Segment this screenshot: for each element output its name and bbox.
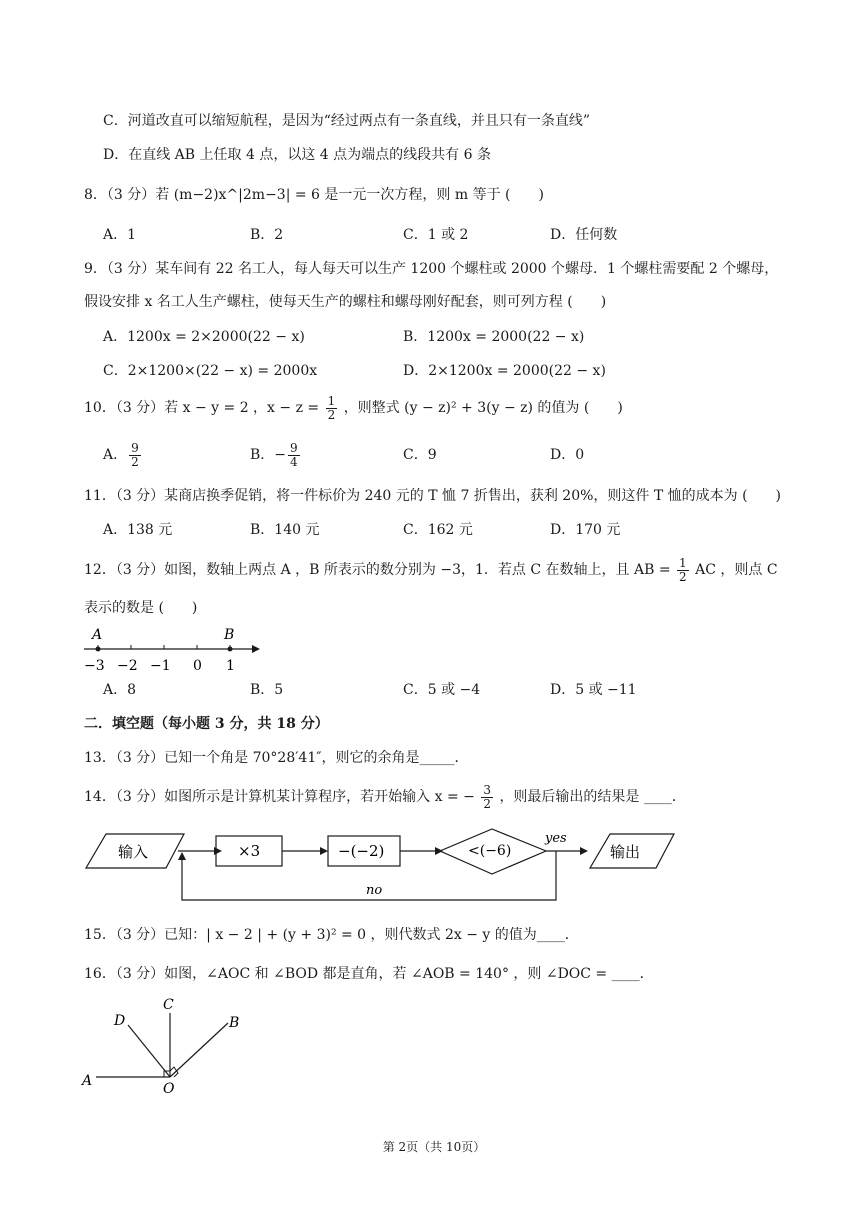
- q9-stem-line1: 9．（3 分）某车间有 22 名工人，每人每天可以生产 1200 个螺柱或 2000 个螺母．1 个螺柱需要配 2 个螺母，: [84, 261, 779, 277]
- q14-stem-post: ，则最后输出的结果是 ____．: [499, 789, 686, 805]
- point-a-label: A: [92, 627, 103, 643]
- q7-option-d: D．在直线 AB 上任取 4 点，以这 4 点为端点的线段共有 6 条: [103, 147, 491, 163]
- label-d: D: [114, 1013, 126, 1029]
- q11-option-c: C．162 元: [403, 522, 473, 538]
- q11-option-b: B．140 元: [250, 522, 320, 538]
- q8-stem: 8．（3 分）若 (m−2)x^|2m−3| = 6 是一元一次方程，则 m 等于 ( ): [84, 187, 544, 203]
- q15-stem: 15．（3 分）已知：| x − 2 | + (y + 3)² = 0 ，则代数式 2x − y 的值为____．: [84, 927, 579, 943]
- q12-stem-post: AC ，则点 C: [695, 562, 778, 578]
- q12-fraction: $\frac{1}{2}$: [679, 555, 687, 584]
- q10-option-c: C．9: [403, 447, 437, 463]
- tick-label: 1: [226, 658, 235, 674]
- q12-stem-pre: 12．（3 分）如图，数轴上两点 A ，B 所表示的数分别为 −3，1．若点 C 在数轴上，且 AB =: [84, 562, 671, 578]
- q11-stem: 11．（3 分）某商店换季促销，将一件标价为 240 元的 T 恤 7 折售出，获利 20%，则这件 T 恤的成本为 ( ): [84, 488, 782, 504]
- q10-stem-post: ，则整式 (y − z)² + 3(y − z) 的值为 ( ): [343, 400, 623, 416]
- number-line-arrow: [252, 645, 260, 653]
- flow-arrowhead: [580, 847, 588, 855]
- q8-option-b: B．2: [250, 227, 284, 243]
- tick-label: −1: [150, 658, 171, 674]
- q10-fraction: $\frac{1}{2}$: [327, 393, 336, 422]
- input-label: 输入: [118, 843, 149, 861]
- q8-option-a: A．1: [103, 227, 137, 243]
- q9-option-c: C．2×1200×(22 − x) = 2000x: [103, 363, 318, 379]
- q10-stem-pre: 10．（3 分）若 x − y = 2 ，x − z =: [84, 400, 320, 416]
- q10-option-d: D．0: [550, 447, 585, 463]
- point-b-label: B: [224, 627, 235, 643]
- q12-option-c: C．5 或 −4: [403, 682, 481, 698]
- no-label: no: [366, 883, 383, 898]
- q9-option-b: B．1200x = 2000(22 − x): [403, 329, 585, 345]
- label-o: O: [163, 1081, 175, 1095]
- q9-stem-line2: 假设安排 x 名工人生产螺柱，使每天生产的螺柱和螺母刚好配套，则可列方程 ( ): [84, 294, 607, 310]
- q14-stem-pre: 14．（3 分）如图所示是计算机某计算程序，若开始输入 x = −: [84, 789, 475, 805]
- q12-stem: [84, 553, 778, 587]
- yes-label: yes: [545, 831, 567, 846]
- q8-option-c: C．1 或 2: [403, 227, 469, 243]
- ray-ob: [170, 1023, 228, 1077]
- q8-option-d: D．任何数: [550, 227, 618, 243]
- tick-label: −2: [117, 658, 138, 674]
- number-line-figure: [80, 622, 270, 678]
- subtract-label: −(−2): [338, 842, 385, 860]
- angle-figure: [78, 995, 258, 1095]
- q10-stem: [84, 391, 623, 425]
- loop-back-arrowhead: [178, 852, 186, 860]
- q10-option-b: B．− $\frac{9}{4}$: [250, 440, 298, 469]
- condition-label: <(−6): [468, 843, 512, 859]
- tick-label: 0: [193, 658, 202, 674]
- page-footer: 第 2页（共 10页）: [382, 1140, 486, 1154]
- flowchart-figure: [80, 824, 680, 906]
- q9-option-a: A．1200x = 2×2000(22 − x): [103, 329, 305, 345]
- ray-od: [128, 1025, 170, 1077]
- label-a: A: [82, 1073, 93, 1089]
- label-b: B: [229, 1015, 240, 1031]
- q14-stem: [84, 780, 686, 814]
- q11-option-d: D．170 元: [550, 522, 621, 538]
- q12-option-b: B．5: [250, 682, 284, 698]
- output-label: 输出: [610, 843, 641, 861]
- q7-option-c: C．河道改直可以缩短航程，是因为“经过两点有一条直线，并且只有一条直线”: [103, 113, 591, 129]
- multiply-label: ×3: [238, 842, 261, 860]
- q11-option-a: A．138 元: [103, 522, 173, 538]
- label-c: C: [163, 997, 174, 1013]
- q9-option-d: D．2×1200x = 2000(22 − x): [403, 363, 606, 379]
- flow-arrowhead: [320, 847, 328, 855]
- point-b-dot: [228, 647, 233, 652]
- q12-option-a: A．8: [103, 682, 137, 698]
- tick-label: −3: [84, 658, 105, 674]
- flow-arrowhead: [214, 847, 222, 855]
- section-heading: 二．填空题（每小题 3 分，共 18 分）: [84, 716, 329, 732]
- q14-fraction: $\frac{3}{2}$: [483, 782, 491, 811]
- q12-option-d: D．5 或 −11: [550, 682, 637, 698]
- q16-stem: 16．（3 分）如图，∠AOC 和 ∠BOD 都是直角，若 ∠AOB = 140° ，则 ∠DOC = ____．: [84, 966, 654, 982]
- q12-stem-line2: 表示的数是 ( ): [84, 600, 198, 616]
- q10-option-a: A． $\frac{9}{2}$: [103, 440, 139, 469]
- q13-stem: 13．（3 分）已知一个角是 70°28′41″，则它的余角是_____．: [84, 750, 469, 766]
- point-a-dot: [96, 647, 101, 652]
